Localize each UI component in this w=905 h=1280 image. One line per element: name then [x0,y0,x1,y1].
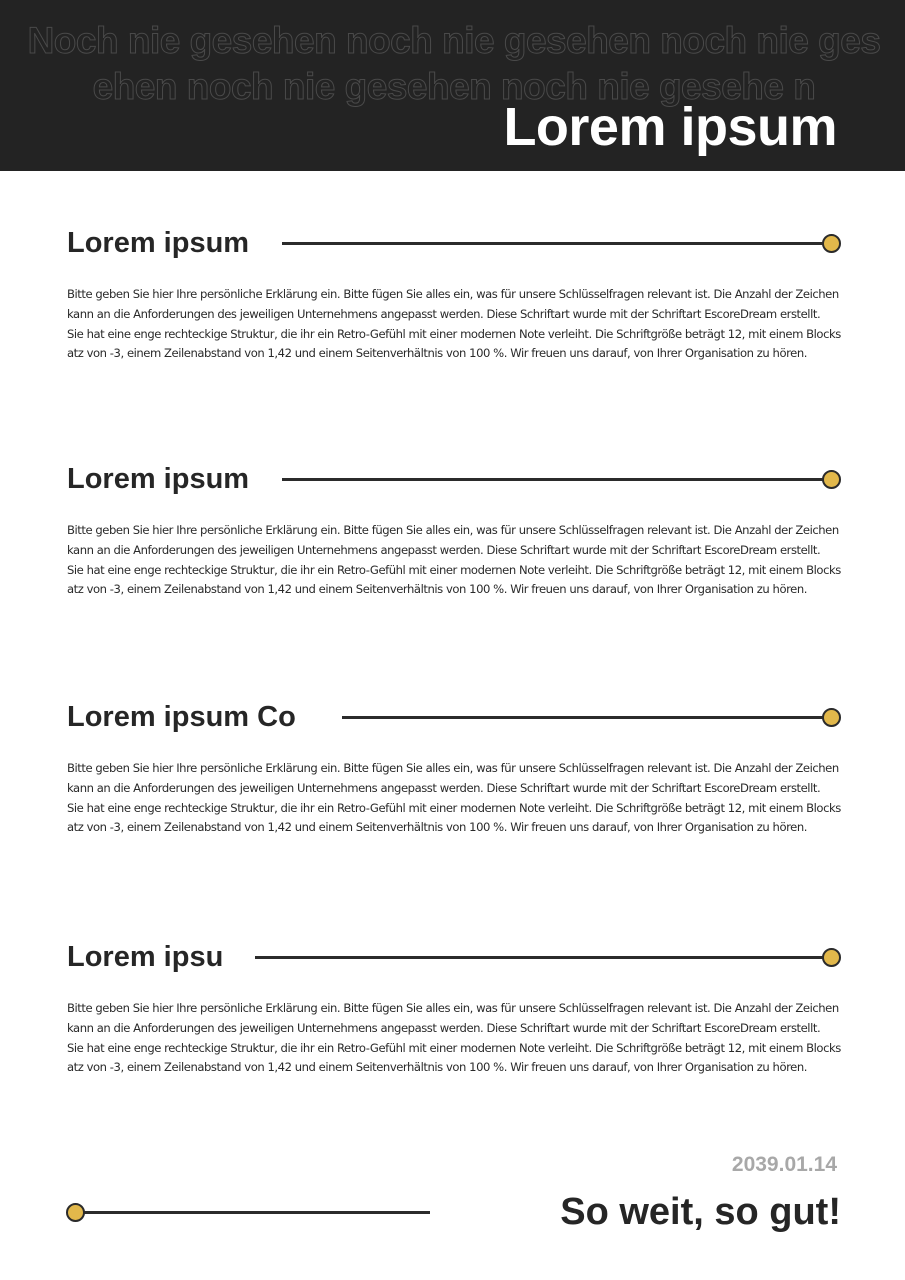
section-paragraph: Bitte geben Sie hier Ihre persönliche Erklärung ein. Bitte fügen Sie alles ein, was für unsere Schlüsselfragen relevant ist. Die Anzahl der Zeichen kann an die Anforderungen des jeweiligen Unternehmens angepasst werden. Diese Schriftart wurde mit der Schriftart EscoreDream erstellt. [67,523,839,557]
header-banner [0,0,905,171]
section-paragraph: Bitte geben Sie hier Ihre persönliche Erklärung ein. Bitte fügen Sie alles ein, was für unsere Schlüsselfragen relevant ist. Die Anzahl der Zeichen kann an die Anforderungen des jeweiligen Unternehmens angepasst werden. Diese Schriftart wurde mit der Schriftart EscoreDream erstellt. [67,761,839,795]
section-divider-dot [822,470,841,489]
section-body [67,521,841,600]
page-title: Lorem ipsum [503,97,837,157]
section-body [67,285,841,364]
section-heading-row [67,223,841,263]
section-paragraph: Sie hat eine enge rechteckige Struktur, die ihr ein Retro-Gefühl mit einer modernen Note verleiht. Die Schriftgröße beträgt 12, mit einem Blocksatz von -3, einem Zeilenabstand von 1,42 und einem Seitenverhältnis von 100 %. Wir freuen uns darauf, von Ihrer Organisation zu hören. [67,326,841,361]
footer-divider-dot [66,1203,85,1222]
header-background-text: Noch nie gesehen noch nie gesehen noch nie gesehen noch nie gesehen noch nie gesehe n [27,20,881,107]
section-title: Lorem ipsum [67,463,250,495]
section-paragraph: Sie hat eine enge rechteckige Struktur, die ihr ein Retro-Gefühl mit einer modernen Note verleiht. Die Schriftgröße beträgt 12, mit einem Blocksatz von -3, einem Zeilenabstand von 1,42 und einem Seitenverhältnis von 100 %. Wir freuen uns darauf, von Ihrer Organisation zu hören. [67,562,841,597]
section-paragraph: Sie hat eine enge rechteckige Struktur, die ihr ein Retro-Gefühl mit einer modernen Note verleiht. Die Schriftgröße beträgt 12, mit einem Blocksatz von -3, einem Zeilenabstand von 1,42 und einem Seitenverhältnis von 100 %. Wir freuen uns darauf, von Ihrer Organisation zu hören. [67,800,841,835]
section-2 [67,459,841,600]
section-divider-line [255,956,827,959]
document-date: 2039.01.14 [731,1153,837,1176]
closing-line: So weit, so gut! [560,1191,841,1233]
section-4 [67,937,841,1078]
section-heading-row [67,937,841,977]
section-body [67,999,841,1078]
section-title: Lorem ipsum [67,227,250,259]
section-title: Lorem ipsum Co [67,701,296,733]
section-heading-row [67,459,841,499]
section-body [67,759,841,838]
section-1 [67,223,841,364]
section-divider-dot [822,948,841,967]
section-divider-dot [822,234,841,253]
footer-divider-line [80,1211,430,1214]
section-paragraph: Sie hat eine enge rechteckige Struktur, die ihr ein Retro-Gefühl mit einer modernen Note verleiht. Die Schriftgröße beträgt 12, mit einem Blocksatz von -3, einem Zeilenabstand von 1,42 und einem Seitenverhältnis von 100 %. Wir freuen uns darauf, von Ihrer Organisation zu hören. [67,1040,841,1075]
section-3 [67,697,841,838]
section-divider-dot [822,708,841,727]
section-divider-line [282,478,827,481]
section-heading-row [67,697,841,737]
section-divider-line [342,716,827,719]
section-paragraph: Bitte geben Sie hier Ihre persönliche Erklärung ein. Bitte fügen Sie alles ein, was für unsere Schlüsselfragen relevant ist. Die Anzahl der Zeichen kann an die Anforderungen des jeweiligen Unternehmens angepasst werden. Diese Schriftart wurde mit der Schriftart EscoreDream erstellt. [67,1001,839,1035]
section-title: Lorem ipsu [67,941,224,973]
section-divider-line [282,242,827,245]
section-paragraph: Bitte geben Sie hier Ihre persönliche Erklärung ein. Bitte fügen Sie alles ein, was für unsere Schlüsselfragen relevant ist. Die Anzahl der Zeichen kann an die Anforderungen des jeweiligen Unternehmens angepasst werden. Diese Schriftart wurde mit der Schriftart EscoreDream erstellt. [67,287,839,321]
